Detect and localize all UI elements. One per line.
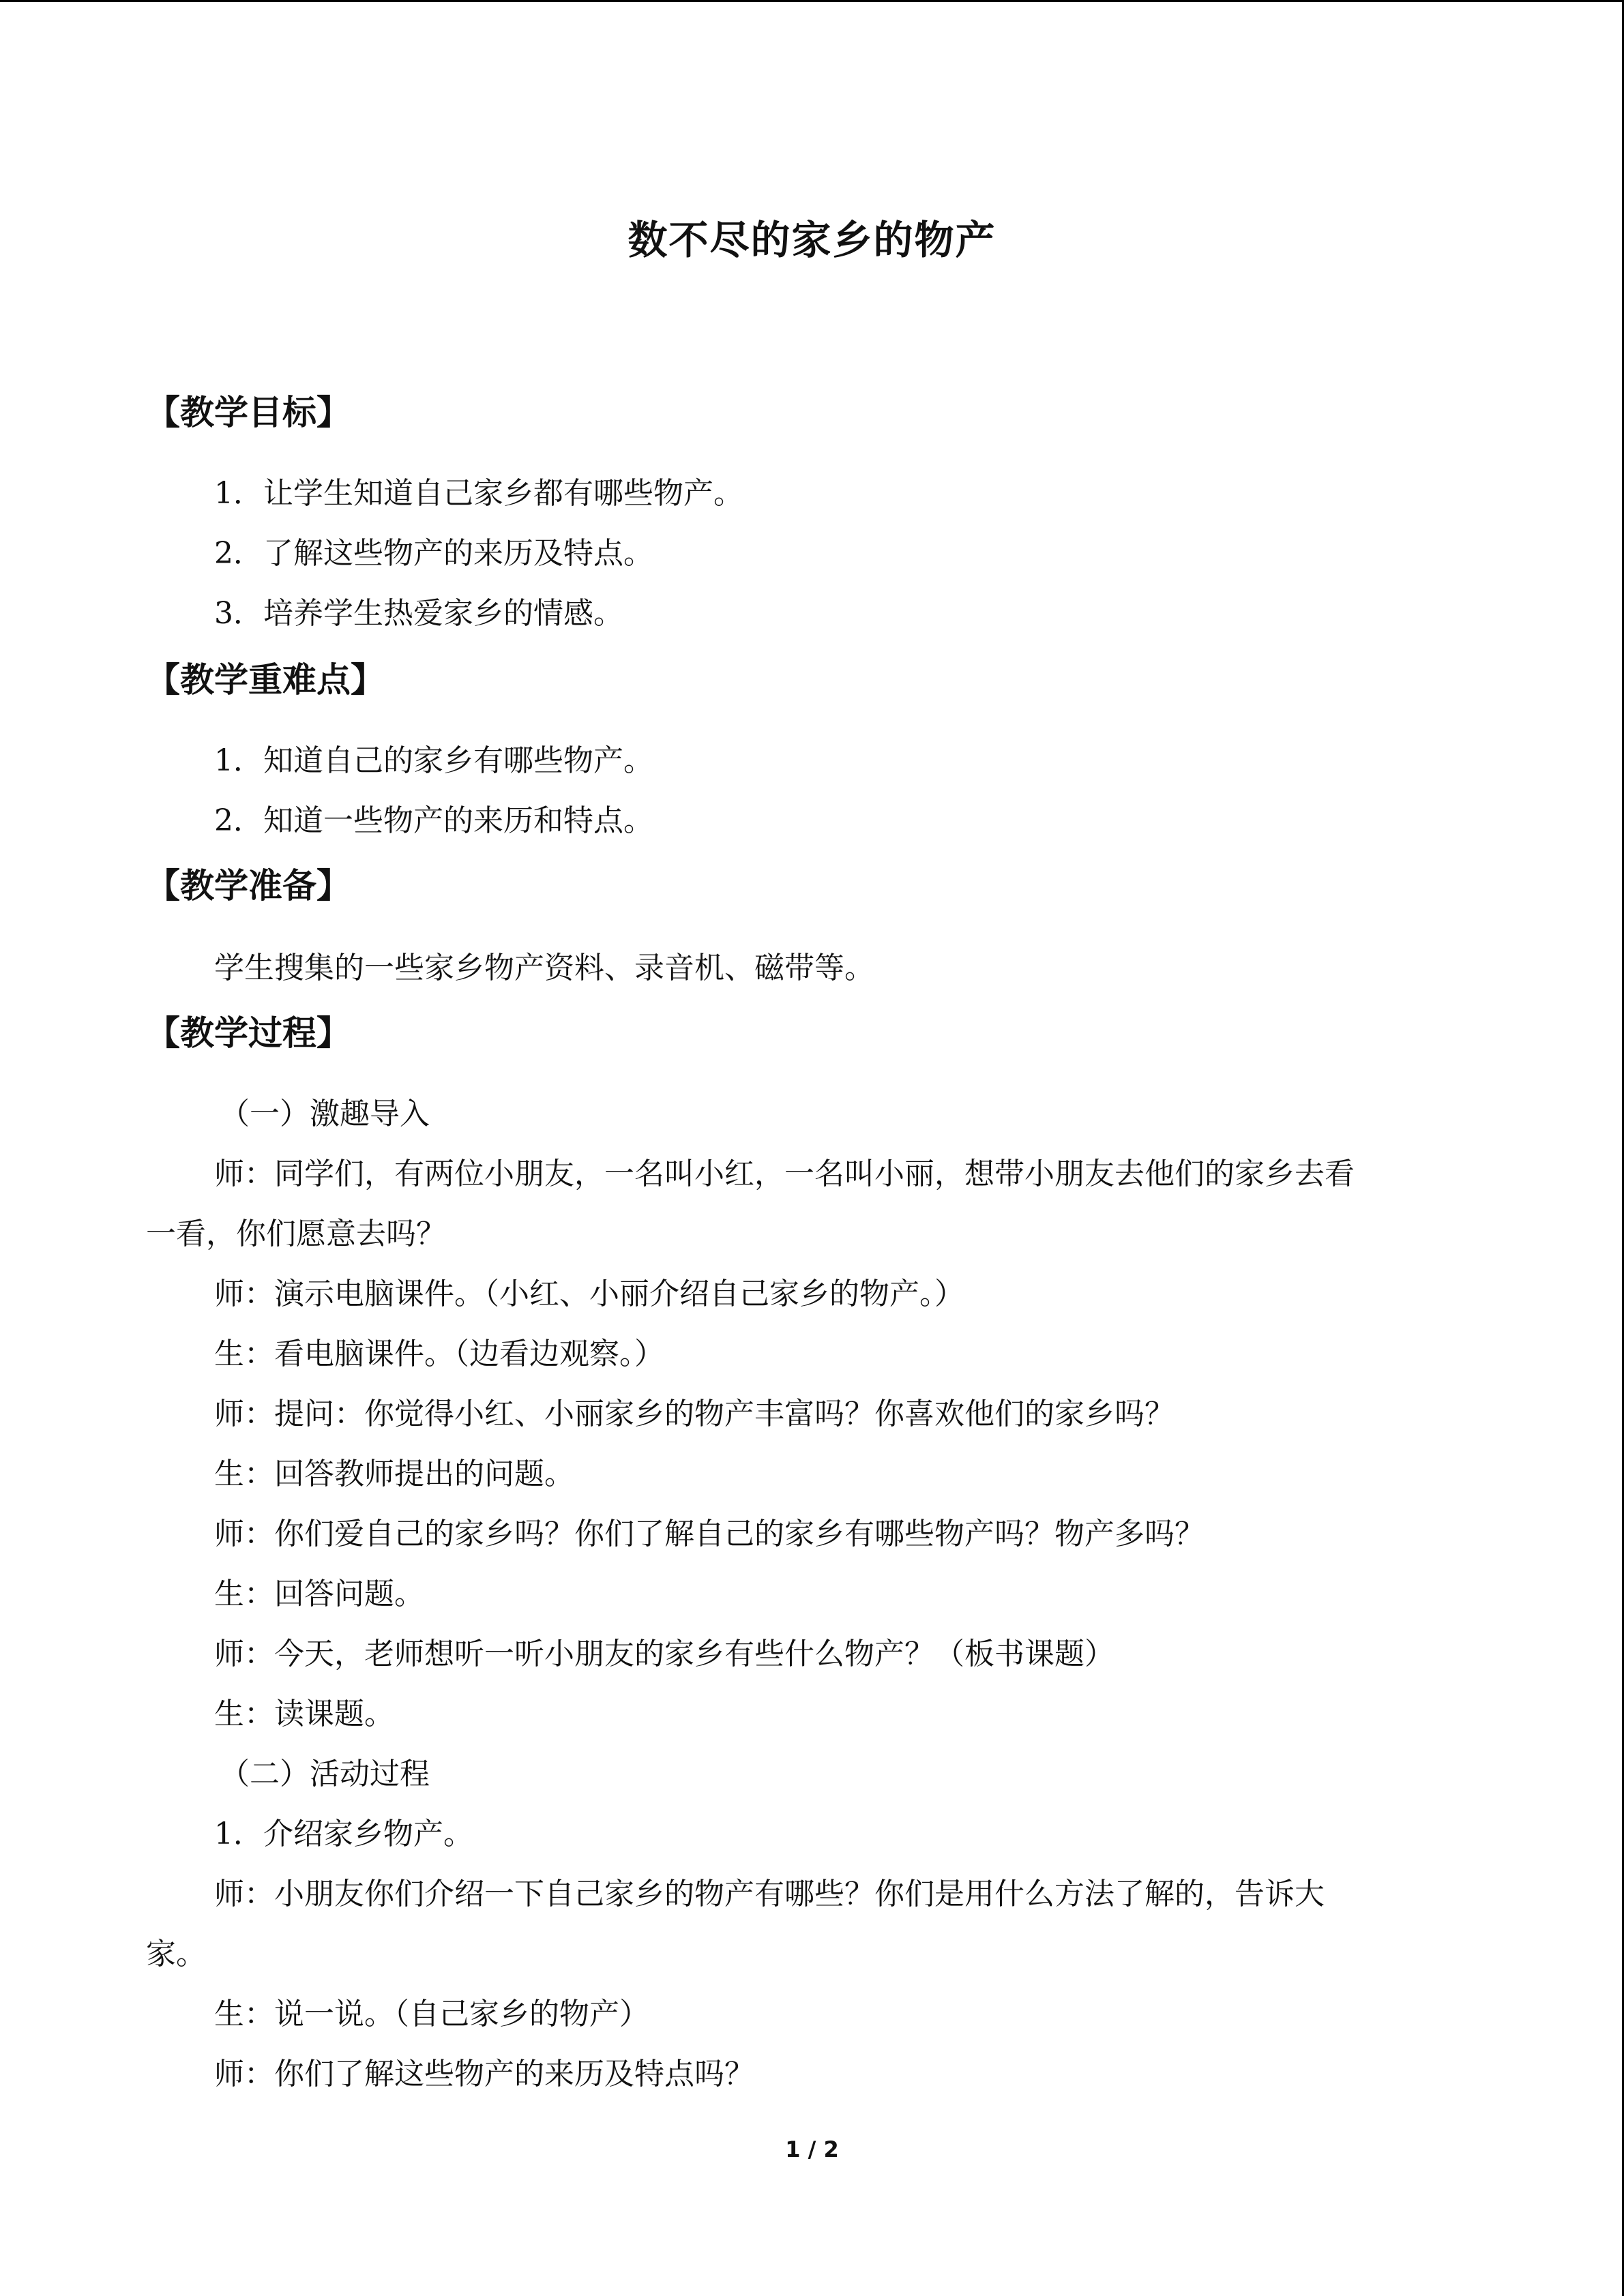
- process-line: 师：你们了解这些物产的来历及特点吗？: [214, 2057, 754, 2091]
- process-line: 生：说一说。（自己家乡的物产）: [214, 1997, 649, 2031]
- subsection-heading: （二）活动过程: [220, 1757, 430, 1791]
- heading-objectives: 【教学目标】: [146, 393, 351, 432]
- process-line: 家。: [146, 1937, 206, 1971]
- heading-process: 【教学过程】: [146, 1013, 351, 1053]
- process-line: 生：回答问题。: [214, 1577, 424, 1611]
- key-point-item: 1．知道自己的家乡有哪些物产。: [214, 743, 653, 778]
- process-line: 生：回答教师提出的问题。: [214, 1457, 574, 1491]
- heading-key-points: 【教学重难点】: [146, 660, 385, 700]
- objective-item: 2．了解这些物产的来历及特点。: [214, 536, 653, 571]
- subsection-heading: （一）激趣导入: [220, 1097, 430, 1131]
- heading-preparation: 【教学准备】: [146, 866, 351, 906]
- process-line: 师：提问：你觉得小红、小丽家乡的物产丰富吗？你喜欢他们的家乡吗？: [214, 1397, 1175, 1431]
- objective-item: 3．培养学生热爱家乡的情感。: [214, 596, 623, 631]
- key-point-item: 2．知道一些物产的来历和特点。: [214, 803, 653, 838]
- process-line: 师：演示电脑课件。（小红、小丽介绍自己家乡的物产。）: [214, 1277, 964, 1311]
- objective-item: 1．让学生知道自己家乡都有哪些物产。: [214, 476, 743, 511]
- process-line: 生：看电脑课件。（边看边观察。）: [214, 1337, 664, 1371]
- process-line: 一看，你们愿意去吗？: [146, 1217, 446, 1251]
- process-line: 师：同学们，有两位小朋友，一名叫小红，一名叫小丽，想带小朋友去他们的家乡去看: [214, 1157, 1355, 1191]
- document-title: 数不尽的家乡的物产: [628, 217, 996, 263]
- process-line: 师：你们爱自己的家乡吗？你们了解自己的家乡有哪些物产吗？物产多吗？: [214, 1517, 1205, 1551]
- page-number: 1 / 2: [785, 2136, 839, 2162]
- preparation-text: 学生搜集的一些家乡物产资料、录音机、磁带等。: [214, 951, 874, 985]
- process-line: 1．介绍家乡物产。: [214, 1817, 473, 1851]
- process-line: 生：读课题。: [214, 1697, 394, 1731]
- process-line: 师：小朋友你们介绍一下自己家乡的物产有哪些？你们是用什么方法了解的，告诉大: [214, 1877, 1325, 1911]
- page-border-top: [0, 0, 1624, 2]
- process-line: 师：今天，老师想听一听小朋友的家乡有些什么物产？（板书课题）: [214, 1637, 1114, 1671]
